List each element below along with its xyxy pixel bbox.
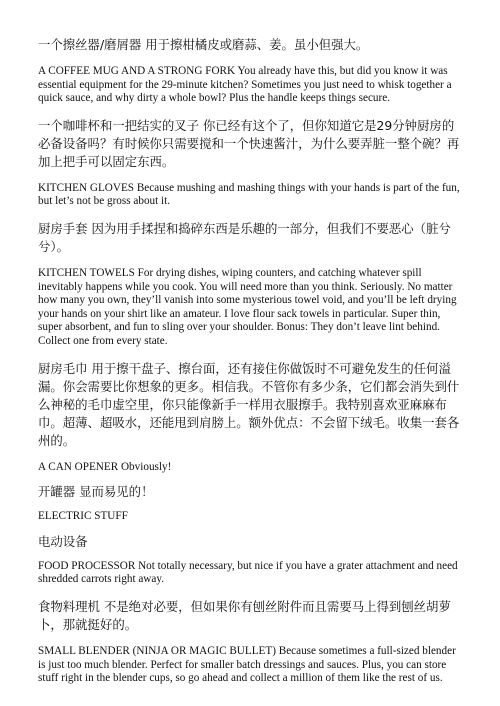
- document-page: [38, 36, 462, 686]
- zh-heading-electric-stuff: 电动设备: [38, 533, 88, 549]
- en-paragraph-coffee-mug: A COFFEE MUG AND A STRONG FORK You already have this, but did you know it was essential equipment for the 29-minute kitchen? Sometimes you just need to whisk together a quick sauce, and why dirty a whole bowl? Plus the handle keeps things secure.: [38, 65, 452, 105]
- en-paragraph-can-opener: A CAN OPENER Obviously!: [38, 460, 172, 473]
- zh-paragraph-kitchen-towels: 厨房毛巾 用于擦干盘子、擦台面，还有接住你做饭时不可避免发生的任何溢漏。你会需要比你想象的更多。相信我。不管你有多少条，它们都会消失到什么神秘的毛巾虚空里，你只能像新手一样用衣服擦手。我特别喜欢亚麻麻布巾。超薄、超吸水，还能甩到肩膀上。额外优点：不会留下绒毛。收集一套各州的。: [38, 360, 460, 448]
- en-paragraph-small-blender: SMALL BLENDER (NINJA OR MAGIC BULLET) Because sometimes a full-sized blender is just too much blender. Perfect for smaller batch dressings and sauces. Plus, you can store stuff right in the blender cups, so go ahead and collect a million of them like the rest of us.: [38, 644, 456, 685]
- en-paragraph-food-processor: FOOD PROCESSOR Not totally necessary, but nice if you have a grater attachment and need shredded carrots right away.: [38, 559, 458, 586]
- en-paragraph-kitchen-gloves: KITCHEN GLOVES Because mushing and mashing things with your hands is part of the fun, but let’s not be gross about it.: [38, 181, 460, 208]
- en-paragraph-kitchen-towels: KITCHEN TOWELS For drying dishes, wiping counters, and catching whatever spill inevitably happens while you cook. You will need more than you think. Seriously. No matter how many you own, they’ll vanish into some mysterious towel void, and you’ll be left drying your hands on your shirt like an amateur. I love flour sack towels in particular. Super thin, super absorbent, and fun to sling over your shoulder. Bonus: They don’t leave lint behind. Collect one from every state.: [38, 266, 457, 347]
- zh-paragraph-kitchen-gloves: 厨房手套 因为用手揉捏和捣碎东西是乐趣的一部分，但我们不要恶心（脏兮兮）。: [38, 220, 451, 254]
- zh-paragraph-coffee-mug: 一个咖啡杯和一把结实的叉子 你已经有这个了，但你知道它是29分钟厨房的必备设备吗？有时候你只需要搅和一个快速酱汁，为什么要弄脏一整个碗？再加上把手可以固定东西。: [38, 117, 460, 169]
- en-heading-electric-stuff: ELECTRIC STUFF: [38, 510, 128, 523]
- zh-paragraph-food-processor: 食物料理机 不是绝对必要，但如果你有刨丝附件而且需要马上得到刨丝胡萝卜，那就挺好的。: [38, 598, 451, 632]
- zh-paragraph-can-opener: 开罐器 显而易见的！: [38, 484, 154, 500]
- zh-paragraph-zester: 一个擦丝器/磨屑器 用于擦柑橘皮或磨蒜、姜。虽小但强大。: [38, 37, 369, 52]
